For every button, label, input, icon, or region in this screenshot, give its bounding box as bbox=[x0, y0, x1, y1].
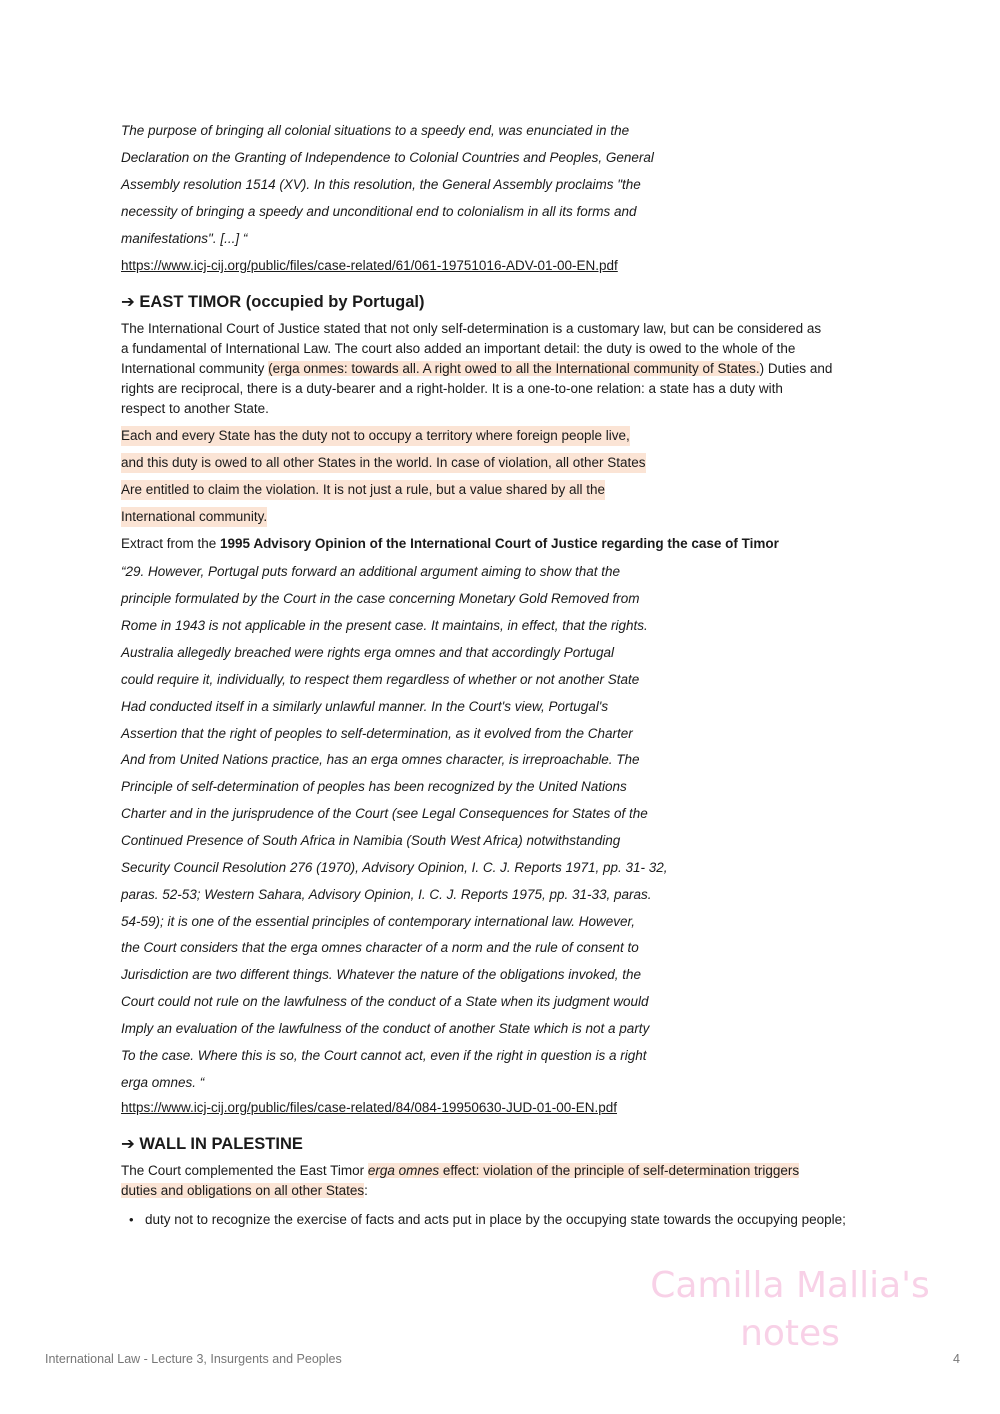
quote-line: Had conducted itself in a similarly unlawful manner. In the Court's view, Portugal's bbox=[121, 699, 609, 714]
quote-line: Court could not rule on the lawfulness of the conduct of a State when its judgment would bbox=[121, 994, 649, 1009]
quote-line: the Court considers that the erga omnes character of a norm and the rule of consent to bbox=[121, 940, 639, 955]
highlighted-text: (erga onmes: towards all. A right owed to all the International community of States. bbox=[268, 361, 760, 376]
paragraph-text: ) Duties and bbox=[759, 361, 833, 376]
paragraph-wall bbox=[121, 1161, 881, 1201]
quote-line: Australia allegedly breached were rights erga omnes and that accordingly Portugal bbox=[121, 645, 615, 660]
source-link-1[interactable]: https://www.icj-cij.org/public/files/case-related/61/061-19751016-ADV-01-00-EN.pdf bbox=[121, 258, 618, 273]
quote-line: could require it, individually, to respect them regardless of whether or not another State bbox=[121, 672, 640, 687]
quote-line: Charter and in the jurisprudence of the Court (see Legal Consequences for States of the bbox=[121, 806, 648, 821]
quote-line: paras. 52-53; Western Sahara, Advisory Opinion, I. C. J. Reports 1975, pp. 31-33, paras. bbox=[121, 887, 652, 902]
watermark-line: notes bbox=[740, 1313, 840, 1354]
highlighted-line: Are entitled to claim the violation. It is not just a rule, but a value shared by all the bbox=[121, 480, 605, 500]
bullet-icon: • bbox=[129, 1212, 134, 1227]
highlighted-line: Each and every State has the duty not to occupy a territory where foreign people live, bbox=[121, 426, 630, 446]
quote-line: Assembly resolution 1514 (XV). In this resolution, the General Assembly proclaims "the bbox=[121, 177, 641, 192]
quote-line: erga omnes. “ bbox=[121, 1075, 205, 1090]
section-heading-wall-in-palestine: ➔ WALL IN PALESTINE bbox=[121, 1135, 303, 1153]
source-link-2[interactable]: https://www.icj-cij.org/public/files/case-related/84/084-19950630-JUD-01-00-EN.pdf bbox=[121, 1100, 617, 1115]
paragraph-line: respect to another State. bbox=[121, 401, 269, 416]
extract-intro bbox=[121, 534, 779, 554]
quote-line: manifestations". [...] “ bbox=[121, 231, 248, 246]
highlighted-line: International community. bbox=[121, 507, 267, 527]
quote-line: Assertion that the right of peoples to self-determination, as it evolved from the Charter bbox=[121, 726, 633, 741]
paragraph-line: rights are reciprocal, there is a duty-bearer and a right-holder. It is a one-to-one relation: a state has a duty with bbox=[121, 381, 783, 396]
paragraph-east-timor bbox=[121, 319, 881, 419]
paragraph-line: a fundamental of International Law. The court also added an important detail: the duty is owed to the whole of the bbox=[121, 341, 796, 356]
quote-line: necessity of bringing a speedy and unconditional end to colonialism in all its forms and bbox=[121, 204, 637, 219]
watermark-line: Camilla Mallia's bbox=[650, 1265, 930, 1306]
highlighted-text-part: effect: violation of the principle of self-determination triggers bbox=[439, 1163, 800, 1178]
page-number: 4 bbox=[953, 1352, 960, 1366]
quote-line: “29. However, Portugal puts forward an additional argument aiming to show that the bbox=[121, 564, 621, 579]
quote-line: And from United Nations practice, has an erga omnes character, is irreproachable. The bbox=[121, 752, 640, 767]
quote-line: To the case. Where this is so, the Court cannot act, even if the right in question is a right bbox=[121, 1048, 647, 1063]
highlighted-text bbox=[368, 1163, 799, 1178]
quote-line: 54-59); it is one of the essential principles of contemporary international law. However, bbox=[121, 914, 636, 929]
paragraph-text: International community bbox=[121, 361, 269, 376]
quote-line: Jurisdiction are two different things. Whatever the nature of the obligations invoked, the bbox=[121, 967, 642, 982]
italic-term: erga omnes bbox=[367, 1163, 440, 1178]
quote-line: Principle of self-determination of peoples has been recognized by the United Nations bbox=[121, 779, 627, 794]
section-heading-east-timor: ➔ EAST TIMOR (occupied by Portugal) bbox=[121, 293, 425, 311]
extract-intro-text: Extract from the bbox=[121, 536, 221, 551]
quote-line: principle formulated by the Court in the case concerning Monetary Gold Removed from bbox=[121, 591, 640, 606]
extract-title: 1995 Advisory Opinion of the International Court of Justice regarding the case of Timor bbox=[220, 536, 779, 551]
paragraph-text: The Court complemented the East Timor bbox=[121, 1163, 368, 1178]
quote-line: Imply an evaluation of the lawfulness of the conduct of another State which is not a party bbox=[121, 1021, 650, 1036]
quote-line: Declaration on the Granting of Independence to Colonial Countries and Peoples, General bbox=[121, 150, 654, 165]
quote-line: Continued Presence of South Africa in Namibia (South West Africa) notwithstanding bbox=[121, 833, 621, 848]
quote-line: Rome in 1943 is not applicable in the present case. It maintains, in effect, that the rights. bbox=[121, 618, 648, 633]
paragraph-line bbox=[121, 1181, 881, 1201]
list-item-text: duty not to recognize the exercise of facts and acts put in place by the occupying state towards the occupying people; bbox=[145, 1212, 846, 1227]
highlighted-text: duties and obligations on all other States bbox=[121, 1183, 365, 1198]
paragraph-line bbox=[121, 359, 881, 379]
watermark bbox=[640, 1262, 940, 1358]
highlighted-line: and this duty is owed to all other States in the world. In case of violation, all other States bbox=[121, 453, 646, 473]
footer-title: International Law - Lecture 3, Insurgents and Peoples bbox=[45, 1352, 342, 1366]
quote-line: Security Council Resolution 276 (1970), Advisory Opinion, I. C. J. Reports 1971, pp. 31- 32, bbox=[121, 860, 668, 875]
paragraph-line: The International Court of Justice stated that not only self-determination is a customary law, but can be considered as bbox=[121, 321, 822, 336]
paragraph-line bbox=[121, 1161, 881, 1181]
quote-line: The purpose of bringing all colonial situations to a speedy end, was enunciated in the bbox=[121, 123, 630, 138]
paragraph-text: : bbox=[364, 1183, 368, 1198]
